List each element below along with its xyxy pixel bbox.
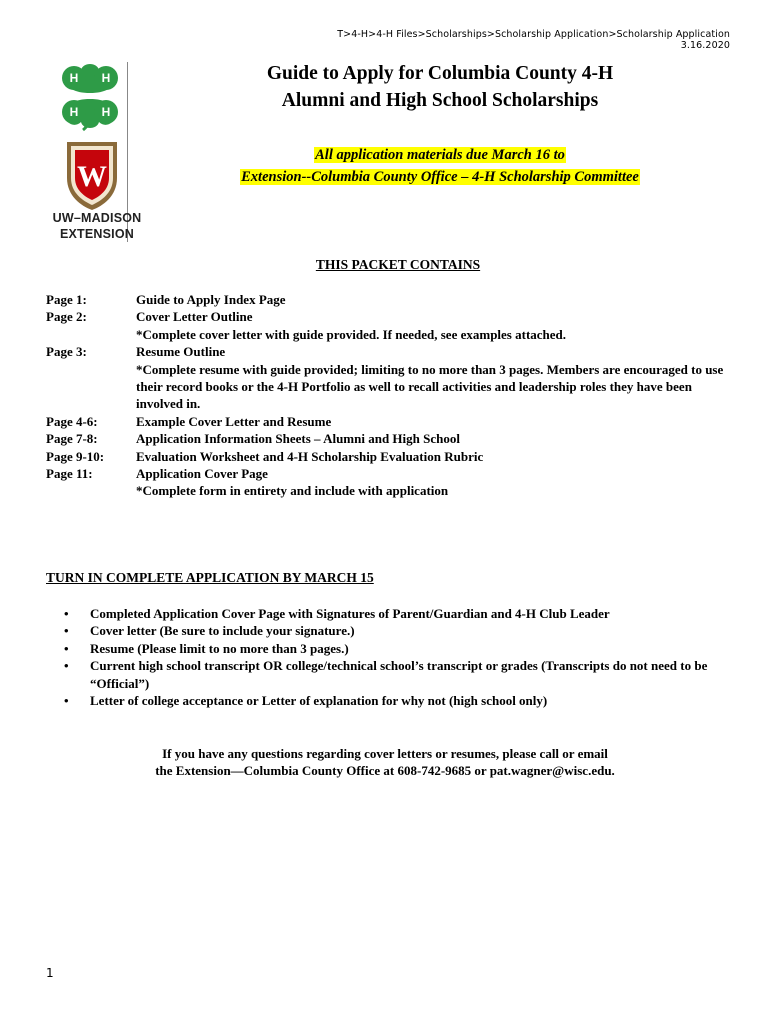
turn-in-heading: TURN IN COMPLETE APPLICATION BY MARCH 15 <box>46 570 374 585</box>
bullet-icon: • <box>64 658 69 674</box>
list-item-text: Completed Application Cover Page with Signatures of Parent/Guardian and 4-H Club Leader <box>90 606 610 621</box>
row-desc: Resume Outline <box>136 344 226 360</box>
contents-row <box>46 361 726 413</box>
list-item <box>64 640 724 657</box>
logo-block <box>47 58 147 248</box>
row-page: Page 9-10: <box>46 448 105 464</box>
row-page: Page 4-6: <box>46 413 98 429</box>
list-item <box>64 692 724 709</box>
svg-text:H: H <box>69 105 79 119</box>
list-item-text: Letter of college acceptance or Letter of explanation for why not (high school only) <box>90 693 548 709</box>
contents-row <box>46 308 726 325</box>
list-item-text: Resume (Please limit to no more than 3 pages.) <box>90 640 349 656</box>
svg-text:H: H <box>101 71 111 85</box>
row-desc: Cover Letter Outline <box>136 309 253 325</box>
bullet-icon: • <box>64 623 69 639</box>
packet-contents <box>46 291 726 500</box>
svg-text:H: H <box>69 71 79 85</box>
contents-row <box>46 465 726 482</box>
uw-crest-icon <box>63 138 121 212</box>
four-h-clover-icon <box>55 60 125 132</box>
title-line2: Alumni and High School Scholarships <box>281 90 599 111</box>
row-page: Page 3: <box>46 344 87 360</box>
row-desc: Application Information Sheets – Alumni and High School <box>136 431 460 447</box>
row-desc: *Complete cover letter with guide provided. If needed, see examples attached. <box>136 326 567 342</box>
contact-questions <box>60 745 710 780</box>
contents-row <box>46 343 726 360</box>
bullet-icon: • <box>64 640 69 656</box>
uw-wordmark-line1: UW–MADISON <box>52 211 142 225</box>
row-page: Page 11: <box>46 466 93 482</box>
list-item <box>64 657 724 692</box>
contents-row <box>46 413 726 430</box>
row-desc: Evaluation Worksheet and 4-H Scholarship Evaluation Rubric <box>136 448 484 464</box>
page-title <box>200 60 680 114</box>
due-line1: All application materials due March 16 to <box>315 147 565 163</box>
contents-row <box>46 430 726 447</box>
uw-wordmark-line2: EXTENSION <box>59 227 135 241</box>
list-item <box>64 622 724 639</box>
bullet-icon: • <box>64 606 69 621</box>
row-desc: Example Cover Letter and Resume <box>136 413 332 429</box>
svg-text:H: H <box>101 105 111 119</box>
due-notice <box>150 144 730 188</box>
contents-row <box>46 326 726 343</box>
row-page: Page 1: <box>46 292 87 307</box>
bullet-icon: • <box>64 693 69 709</box>
row-desc: Application Cover Page <box>136 466 268 482</box>
row-page: Page 7-8: <box>46 431 98 447</box>
questions-line2: the Extension—Columbia County Office at 608-742-9685 or pat.wagner@wisc.edu. <box>155 763 615 779</box>
page-number: 1 <box>46 966 54 980</box>
file-path-header: T>4-H>4-H Files>Scholarships>Scholarship Application>Scholarship Application 3.16.2020 <box>337 29 730 51</box>
row-page <box>46 326 136 343</box>
contents-row <box>46 448 726 465</box>
row-desc: *Complete form in entirety and include with application <box>136 483 449 499</box>
crest-letter: W <box>77 160 107 193</box>
uw-madison-extension-wordmark <box>47 210 147 242</box>
row-page <box>46 482 136 499</box>
questions-line1: If you have any questions regarding cover letters or resumes, please call or email <box>162 746 608 761</box>
due-line2: Extension--Columbia County Office – 4-H Scholarship Committee <box>241 169 639 185</box>
row-page <box>46 361 136 413</box>
packet-heading: THIS PACKET CONTAINS <box>315 257 481 272</box>
contents-row <box>46 482 726 499</box>
list-item-text: Cover letter (Be sure to include your signature.) <box>90 623 355 639</box>
list-item-text: Current high school transcript OR college/technical school’s transcript or grades (Transcripts do not need to be “Official”) <box>90 658 708 691</box>
contents-row <box>46 291 726 308</box>
title-line1: Guide to Apply for Columbia County 4-H <box>266 63 614 84</box>
row-desc: *Complete resume with guide provided; limiting to no more than 3 pages. Members are encouraged to use their record books or the 4-H Portfolio as well to recall activities and leadership roles they have been involved in. <box>136 361 724 412</box>
row-page: Page 2: <box>46 309 87 325</box>
row-desc: Guide to Apply Index Page <box>136 292 286 307</box>
list-item <box>64 605 724 622</box>
turn-in-list <box>64 605 724 709</box>
